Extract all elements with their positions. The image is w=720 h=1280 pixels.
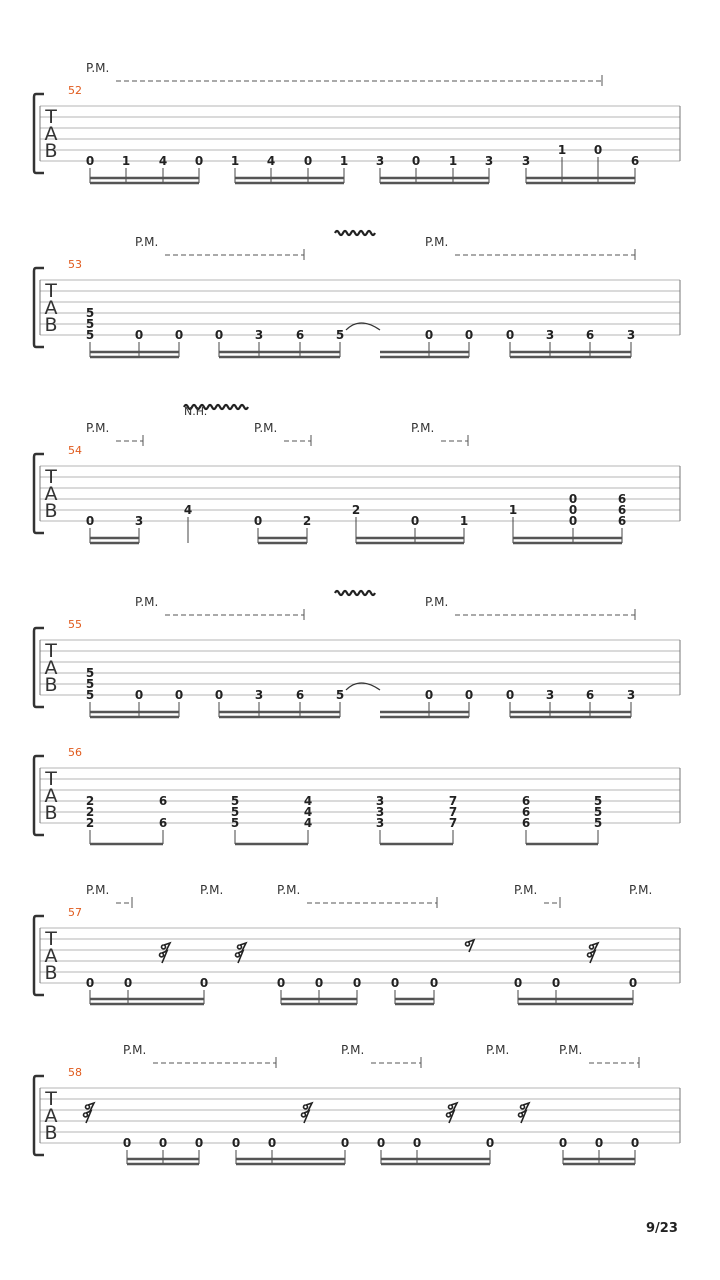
tab-clef-b: B — [44, 314, 58, 336]
fret-number: 6 — [585, 688, 595, 702]
fret-number: 4 — [303, 794, 313, 808]
tab-clef-t: T — [45, 466, 57, 488]
palm-mute-label: P.M. — [341, 1043, 365, 1057]
palm-mute-label: P.M. — [514, 883, 538, 897]
fret-number: 6 — [630, 154, 640, 168]
fret-number: 0 — [174, 688, 184, 702]
measure-57 — [34, 883, 680, 1004]
fret-number: 0 — [411, 154, 421, 168]
measure-53 — [34, 231, 680, 357]
fret-number: 6 — [158, 816, 168, 830]
fret-number: 1 — [230, 154, 240, 168]
fret-number: 1 — [339, 154, 349, 168]
fret-number: 7 — [448, 805, 458, 819]
fret-number: 0 — [314, 976, 324, 990]
fret-number: 0 — [594, 1136, 604, 1150]
fret-number: 0 — [134, 688, 144, 702]
fret-number: 4 — [158, 154, 168, 168]
fret-number: 0 — [85, 154, 95, 168]
fret-number: 0 — [85, 514, 95, 528]
fret-number: 0 — [352, 976, 362, 990]
tab-clef-b: B — [44, 140, 58, 162]
fret-number: 1 — [557, 143, 567, 157]
palm-mute-label: P.M. — [425, 235, 449, 249]
fret-number: 0 — [253, 514, 263, 528]
measure-54 — [34, 405, 680, 543]
fret-number: 0 — [593, 143, 603, 157]
fret-number: 6 — [521, 794, 531, 808]
palm-mute-label: P.M. — [254, 421, 278, 435]
fret-number: 3 — [375, 154, 385, 168]
fret-number: 0 — [424, 328, 434, 342]
fret-number: 0 — [630, 1136, 640, 1150]
page-number: 9/23 — [646, 1221, 678, 1236]
measure-number: 54 — [68, 444, 82, 457]
palm-mute-label: P.M. — [135, 235, 159, 249]
rest-symbol — [236, 943, 246, 963]
palm-mute-label: P.M. — [123, 1043, 147, 1057]
fret-number: 3 — [375, 816, 385, 830]
fret-number: 0 — [551, 976, 561, 990]
fret-number: 0 — [376, 1136, 386, 1150]
fret-number: 2 — [85, 794, 95, 808]
fret-number: 6 — [158, 794, 168, 808]
rest-symbol — [302, 1103, 313, 1123]
tab-clef-a: A — [44, 297, 58, 319]
palm-mute-label: P.M. — [200, 883, 224, 897]
palm-mute-label: P.M. — [86, 421, 110, 435]
fret-number: 0 — [568, 492, 578, 506]
rest-symbol — [519, 1103, 530, 1123]
fret-number: 0 — [429, 976, 439, 990]
tab-clef-a: A — [44, 483, 58, 505]
fret-number: 4 — [303, 805, 313, 819]
measure-number: 57 — [68, 906, 82, 919]
fret-number: 0 — [464, 688, 474, 702]
fret-number: 5 — [335, 688, 345, 702]
measure-55 — [34, 591, 680, 717]
measure-52 — [34, 61, 680, 183]
fret-number: 0 — [568, 503, 578, 517]
fret-number: 0 — [267, 1136, 277, 1150]
vibrato-mark — [335, 231, 375, 235]
fret-number: 3 — [254, 328, 264, 342]
fret-number: 5 — [85, 688, 95, 702]
vibrato-mark — [335, 591, 375, 595]
tab-clef-t: T — [45, 640, 57, 662]
tab-clef-t: T — [45, 768, 57, 790]
fret-number: 3 — [545, 328, 555, 342]
tab-clef-a: A — [44, 123, 58, 145]
fret-number: 3 — [521, 154, 531, 168]
fret-number: 7 — [448, 816, 458, 830]
fret-number: 3 — [626, 328, 636, 342]
tab-clef-t: T — [45, 106, 57, 128]
palm-mute-label: P.M. — [629, 883, 653, 897]
rest-symbol — [447, 1103, 458, 1123]
fret-number: 5 — [85, 306, 95, 320]
tab-clef-b: B — [44, 962, 58, 984]
measure-number: 52 — [68, 84, 82, 97]
fret-number: 6 — [295, 328, 305, 342]
palm-mute-label: P.M. — [135, 595, 159, 609]
fret-number: 0 — [85, 976, 95, 990]
fret-number: 6 — [617, 514, 627, 528]
measure-number: 56 — [68, 746, 82, 759]
fret-number: 0 — [390, 976, 400, 990]
fret-number: 5 — [85, 328, 95, 342]
fret-number: 4 — [183, 503, 193, 517]
palm-mute-label: P.M. — [86, 61, 110, 75]
fret-number: 3 — [484, 154, 494, 168]
fret-number: 0 — [558, 1136, 568, 1150]
fret-number: 5 — [85, 677, 95, 691]
fret-number: 0 — [122, 1136, 132, 1150]
fret-number: 5 — [593, 816, 603, 830]
rest-symbol — [160, 943, 170, 963]
palm-mute-label: P.M. — [425, 595, 449, 609]
fret-number: 0 — [276, 976, 286, 990]
tab-clef-a: A — [44, 1105, 58, 1127]
fret-number: 6 — [295, 688, 305, 702]
fret-number: 6 — [585, 328, 595, 342]
measure-number: 55 — [68, 618, 82, 631]
fret-number: 2 — [85, 816, 95, 830]
fret-number: 4 — [303, 816, 313, 830]
fret-number: 0 — [194, 1136, 204, 1150]
tab-clef-b: B — [44, 1122, 58, 1144]
natural-harmonic-label: N.H. — [184, 405, 208, 418]
measure-number: 58 — [68, 1066, 82, 1079]
fret-number: 0 — [505, 328, 515, 342]
fret-number: 0 — [123, 976, 133, 990]
tab-clef-b: B — [44, 674, 58, 696]
fret-number: 3 — [254, 688, 264, 702]
fret-number: 5 — [85, 317, 95, 331]
fret-number: 0 — [424, 688, 434, 702]
fret-number: 0 — [513, 976, 523, 990]
fret-number: 1 — [121, 154, 131, 168]
fret-number: 4 — [266, 154, 276, 168]
fret-number: 0 — [194, 154, 204, 168]
fret-number: 0 — [628, 976, 638, 990]
fret-number: 0 — [158, 1136, 168, 1150]
fret-number: 5 — [593, 805, 603, 819]
fret-number: 0 — [214, 688, 224, 702]
fret-number: 0 — [214, 328, 224, 342]
palm-mute-label: P.M. — [486, 1043, 510, 1057]
fret-number: 5 — [230, 805, 240, 819]
fret-number: 6 — [521, 816, 531, 830]
palm-mute-label: P.M. — [559, 1043, 583, 1057]
fret-number: 0 — [568, 514, 578, 528]
fret-number: 2 — [351, 503, 361, 517]
fret-number: 0 — [134, 328, 144, 342]
fret-number: 5 — [593, 794, 603, 808]
fret-number: 0 — [340, 1136, 350, 1150]
fret-number: 1 — [459, 514, 469, 528]
tab-clef-t: T — [45, 928, 57, 950]
measure-58 — [34, 1043, 680, 1164]
fret-number: 2 — [302, 514, 312, 528]
tab-clef-a: A — [44, 945, 58, 967]
tab-clef-b: B — [44, 500, 58, 522]
fret-number: 0 — [412, 1136, 422, 1150]
fret-number: 1 — [448, 154, 458, 168]
palm-mute-label: P.M. — [277, 883, 301, 897]
fret-number: 0 — [485, 1136, 495, 1150]
rest-symbol — [588, 943, 599, 963]
fret-number: 0 — [174, 328, 184, 342]
fret-number: 0 — [505, 688, 515, 702]
tab-clef-b: B — [44, 802, 58, 824]
fret-number: 3 — [375, 805, 385, 819]
fret-number: 0 — [303, 154, 313, 168]
fret-number: 1 — [508, 503, 518, 517]
fret-number: 6 — [617, 492, 627, 506]
fret-number: 5 — [230, 794, 240, 808]
palm-mute-label: P.M. — [86, 883, 110, 897]
fret-number: 3 — [545, 688, 555, 702]
fret-number: 0 — [231, 1136, 241, 1150]
tab-clef-a: A — [44, 785, 58, 807]
fret-number: 5 — [85, 666, 95, 680]
fret-number: 3 — [375, 794, 385, 808]
fret-number: 6 — [617, 503, 627, 517]
fret-number: 2 — [85, 805, 95, 819]
fret-number: 5 — [335, 328, 345, 342]
fret-number: 5 — [230, 816, 240, 830]
palm-mute-label: P.M. — [411, 421, 435, 435]
fret-number: 0 — [464, 328, 474, 342]
fret-number: 3 — [134, 514, 144, 528]
fret-number: 7 — [448, 794, 458, 808]
fret-number: 3 — [626, 688, 636, 702]
tab-clef-a: A — [44, 657, 58, 679]
fret-number: 0 — [199, 976, 209, 990]
measure-56 — [34, 746, 680, 844]
measure-number: 53 — [68, 258, 82, 271]
tab-clef-t: T — [45, 280, 57, 302]
tab-clef-t: T — [45, 1088, 57, 1110]
rest-symbol — [84, 1103, 94, 1123]
fret-number: 0 — [410, 514, 420, 528]
fret-number: 6 — [521, 805, 531, 819]
